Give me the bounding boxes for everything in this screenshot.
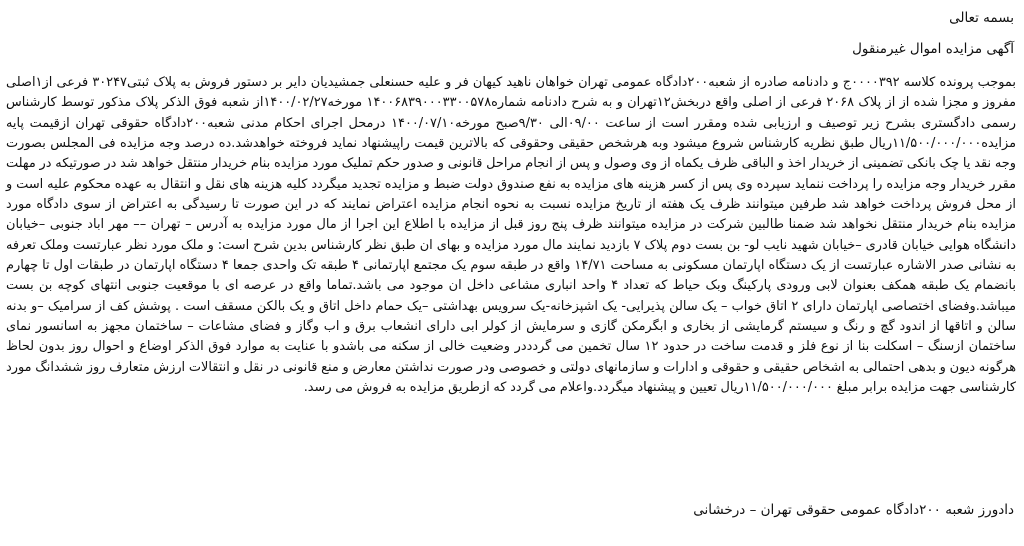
invocation-heading: بسمه تعالی <box>949 10 1014 26</box>
notice-body: بموجب پرونده کلاسه ۰۰۰۰۳۹۲ج و دادنامه صادره از شعبه۲۰۰دادگاه عمومی تهران خواهان ناهید کیهان فر و علیه حسنعلی جمشیدیان دایر بر دستور فروش به پلاک ثبتی۳۰۲۴۷ فرعی از۱اصلی مفروز و مجزا شده از از پلاک ۲۰۶۸ فرعی از اصلی واقع دربخش۱۲تهران و به شرح دادنامه شماره۱۴۰۰۶۸۳۹۰۰۰۳۳۰۰۵۷۸ مورخه۱۴۰۰/۰۲/۲۷از شعبه فوق الذکر پلاک مذکور توسط کارشناس رسمی دادگستری بشرح زیر توصیف و ارزیابی شده ومقرر است از ساعت ۰۹/۰۰الی ۹/۳۰صبح مورخه۱۴۰۰/۰۷/۱۰ درمحل اجرای احکام مدنی شعبه۲۰۰دادگاه حقوقی تهران ازقیمت پایه مزایده۱۱/۵۰۰/۰۰۰/۰۰۰ریال طبق نظریه کارشناس شروع میشود وبه هرشخص حقیقی وحقوقی که بالاترین قیمت راپیشنهاد نماید فروخته خواهدشد.ده درصد وجه مزایده فی المجلس بصورت وجه نقد یا چک بانکی تضمینی از خریدار اخذ و الباقی ظرف یکماه از وی وصول و پس از انجام مراحل قانونی و صدور حکم تملیک مورد مزایده بنام خریدار منتقل خواهد شد در صورتیکه در مهلت مقرر خریدار وجه مزایده را پرداخت ننماید سپرده وی پس از کسر هزینه های مزایده به نفع صندوق دولت ضبط و مزایده تجدید میگردد کلیه هزینه های نقل و انتقال به عهده محکوم علیه است و از محل فروش پرداخت خواهد شد طرفین میتوانند ظرف یک هفته از تاریخ مزایده نسبت به نحوه انجام مزایده اعتراض نمایند که در این صورت تا رسیدگی به اعتراض از سوی دادگاه مورد مزایده بنام خریدار منتقل نخواهد شد ضمنا طالبین شرکت در مزایده میتوانند ظرف پنج روز قبل از مزایده با اطلاع این اجرا از مال مورد مزایده به آدرس – تهران –– مهر اباد جنوبی –خیابان دانشگاه هوایی خیابان قادری –خیابان شهید نایب لو- بن بست دوم پلاک ۷ بازدید نمایند مال مورد مزایده و بهای ان طبق نظر کارشناس بدین شرح است: و ملک مورد نظر عبارتست وملک تعرفه به نشانی صدر الاشاره عبارتست از یک دستگاه اپارتمان مسکونی به مساحت ۱۴/۷۱ واقع در طبقه سوم یک مجتمع اپارتمانی ۴ طبقه تک واحدی جمعا ۴ دستگاه اپارتمان در طبقات اول تا چهارم بانضمام یک طبقه همکف بعنوان لابی ورودی پارکینگ وبک حیاط که تعداد ۴ واحد انباری مشاعی داخل ان موجود می باشد.تماما واقع در عرصه ای با موقعیت جنوبی انتهای کوچه بن بست میباشد.وفضای اختصاصی اپارتمان دارای ۲ اتاق خواب – یک سالن پذیرایی- یک اشپزخانه-یک سرویس بهداشتی –یک حمام داخل اتاق و یک بالکن مسقف است . پوشش کف از سرامیک –و بدنه سالن و اتاقها از اندود گچ و رنگ و سیستم گرمایشی از بخاری و ابگرمکن گازی و سرمایش از کولر ابی دارای انشعاب برق و اب وگاز و فضای مشاعات – ساختمان مجهز به اسانسور نمای ساختمان ازسنگ – اسکلت بنا از نوع فلز و قدمت ساخت در حدود ۱۲ سال تخمین می گردددر وضعیت خالی از سکنه می باشدو با عنایت به موارد فوق الذکر اوضاع و احوال روز بدون لحاظ هرگونه دیون و بدهی احتمالی به اشخاص حقیقی و حقوقی و ادارات و سازمانهای دولتی و خصوصی ودر صورت نداشتن معارض و منع قانونی در نقل و انتقالات ارزش متعارف روز ششدانگ مورد کارشناسی جهت مزایده برابر مبلغ ۱۱/۵۰۰/۰۰۰/۰۰۰ریال تعیین و پیشنهاد میگردد.واعلام می گردد که ازطریق مزایده به فروش می رسد. <box>6 75 1017 396</box>
notice-signature: دادورز شعبه ۲۰۰دادگاه عمومی حقوقی تهران – درخشانی <box>693 501 1014 518</box>
notice-title: آگهی مزایده اموال غیرمنقول <box>852 41 1014 57</box>
auction-notice <box>6 8 1016 540</box>
